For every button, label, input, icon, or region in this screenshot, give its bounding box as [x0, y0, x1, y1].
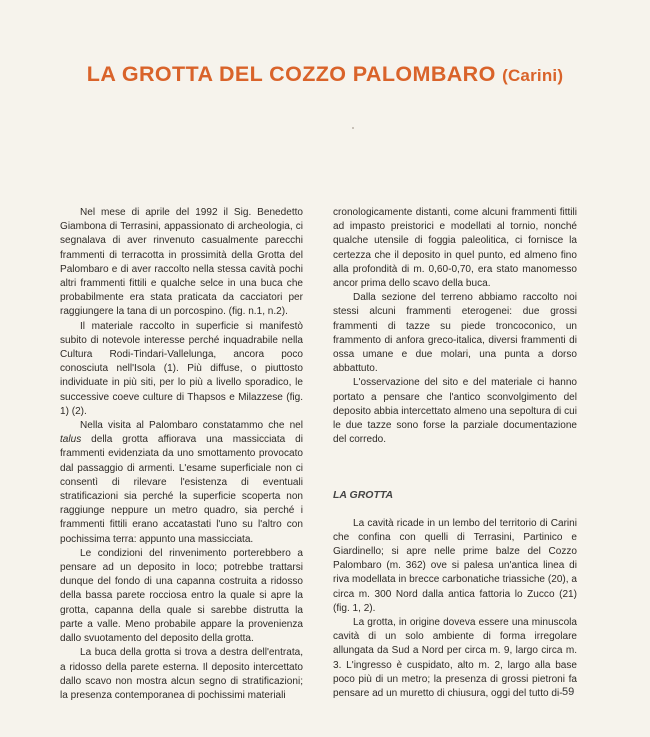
section-heading: LA GROTTA [333, 489, 394, 502]
paragraph-text: della grotta affiorava una massicciata di frammenti evidenziata da uno smottamento provocato dal passaggio di armenti. L'esame superficiale non ci consentì di rilevare l'esistenza di eventuali stratificazioni sia perché la superficie scoperta non raggiunge neppure un metro quadro, sia perché i frammenti fittili erano accatastati l'uno su l'altro con pochissima terra: appunto una massicciata. [60, 434, 303, 545]
right-column [333, 206, 577, 701]
paragraph-continuation: cronologicamente distanti, come alcuni frammenti fittili ad impasto preistorici e modellati al tornio, nonché qualche utensile di foggia paleolitica, ci fornisce la certezza che il deposito in quel punto, ed almeno fino alla profondità di m. 0,60-0,70, era stato manomesso ancor prima dello scavo della buca. [333, 207, 577, 290]
title-location: (Carini) [502, 66, 564, 85]
paragraph: Le condizioni del rinvenimento porterebbero a pensare ad un deposito in loco; potrebbe trattarsi dunque del fondo di una capanna costruita a ridosso della bassa parete rocciosa entro la quale si apre la grotta, capanna della quale si sarebbe distrutta la parte a valle. Meno probabile appare la provenienza dallo svuotamento del deposito della grotta. [60, 547, 303, 645]
section-spacer [333, 503, 577, 517]
section-spacer [333, 447, 577, 488]
paragraph: Nel mese di aprile del 1992 il Sig. Benedetto Giambona di Terrasini, appassionato di archeologia, ci segnalava di aver rinvenuto casualmente parecchi frammenti di terracotta in prossimità della Grotta del Palombaro e di aver raccolto nella stessa cavità pochi altri frammenti fittili e qualche selce in una buca che probabilmente era stata praticata da cacciatori per raggiungere la tana di un porcospino. (fig. n.1, n.2). [60, 207, 303, 318]
italic-term: talus [60, 434, 82, 446]
paper-speck [352, 127, 354, 129]
page-title [0, 62, 650, 87]
page-number: 59 [562, 686, 575, 698]
paragraph: L'osservazione del sito e del materiale ci hanno portato a pensare che l'antico sconvolgimento del deposito abbia intercettato almeno una sepoltura di cui le due tazze sono forse la parziale documentazione del corredo. [333, 377, 577, 446]
paragraph: Il materiale raccolto in superficie si manifestò subito di notevole interesse perché inquadrabile nella Cultura Rodi-Tindari-Vallelunga, ancora poco conosciuta nell'Isola (1). Più diffuse, o piuttosto individuate in più siti, per lo più a livello sporadico, le successive coeve culture di Thapsos e Milazzese (fig. 1) (2). [60, 320, 303, 417]
paragraph [60, 419, 303, 547]
paragraph-text: Nella visita al Palombaro constatammo che nel [80, 420, 303, 432]
paragraph: Dalla sezione del terreno abbiamo raccolto noi stessi alcuni frammenti eterogenei: due grossi frammenti di tazze su piede troncoconico, un frammento di anfora greco-italica, diversi frammenti di ossa umane e due molari, una punta a dorso abbattuto. [333, 292, 577, 375]
left-column [60, 206, 303, 703]
paragraph: La grotta, in origine doveva essere una minuscola cavità di un solo ambiente di forma irregolare allungata da Sud a Nord per circa m. 9, largo circa m. 3. L'ingresso è cuspidato, alto m. 2, largo alla base poco più di un metro; la presenza di grossi pietroni fa pensare ad un muretto di chiusura, oggi del tutto di- [333, 617, 577, 700]
title-main: LA GROTTA DEL COZZO PALOMBARO [86, 62, 496, 86]
paragraph: La buca della grotta si trova a destra dell'entrata, a ridosso della parete esterna. Il deposito intercettato dallo scavo non mostra alcun segno di stratificazioni; la presenza contemporanea di pochissimi materiali [60, 647, 303, 701]
paragraph: La cavità ricade in un lembo del territorio di Carini che confina con quelli di Terrasini, Partinico e Giardinello; si apre nelle prime balze del Cozzo Palombaro (m. 362) ove si palesa un'antica linea di riva modellata in brecce carbonatiche triassiche (20), a circa m. 300 Nord dalla antica fattoria lo Zucco (21) (fig. 1, 2). [333, 517, 577, 614]
